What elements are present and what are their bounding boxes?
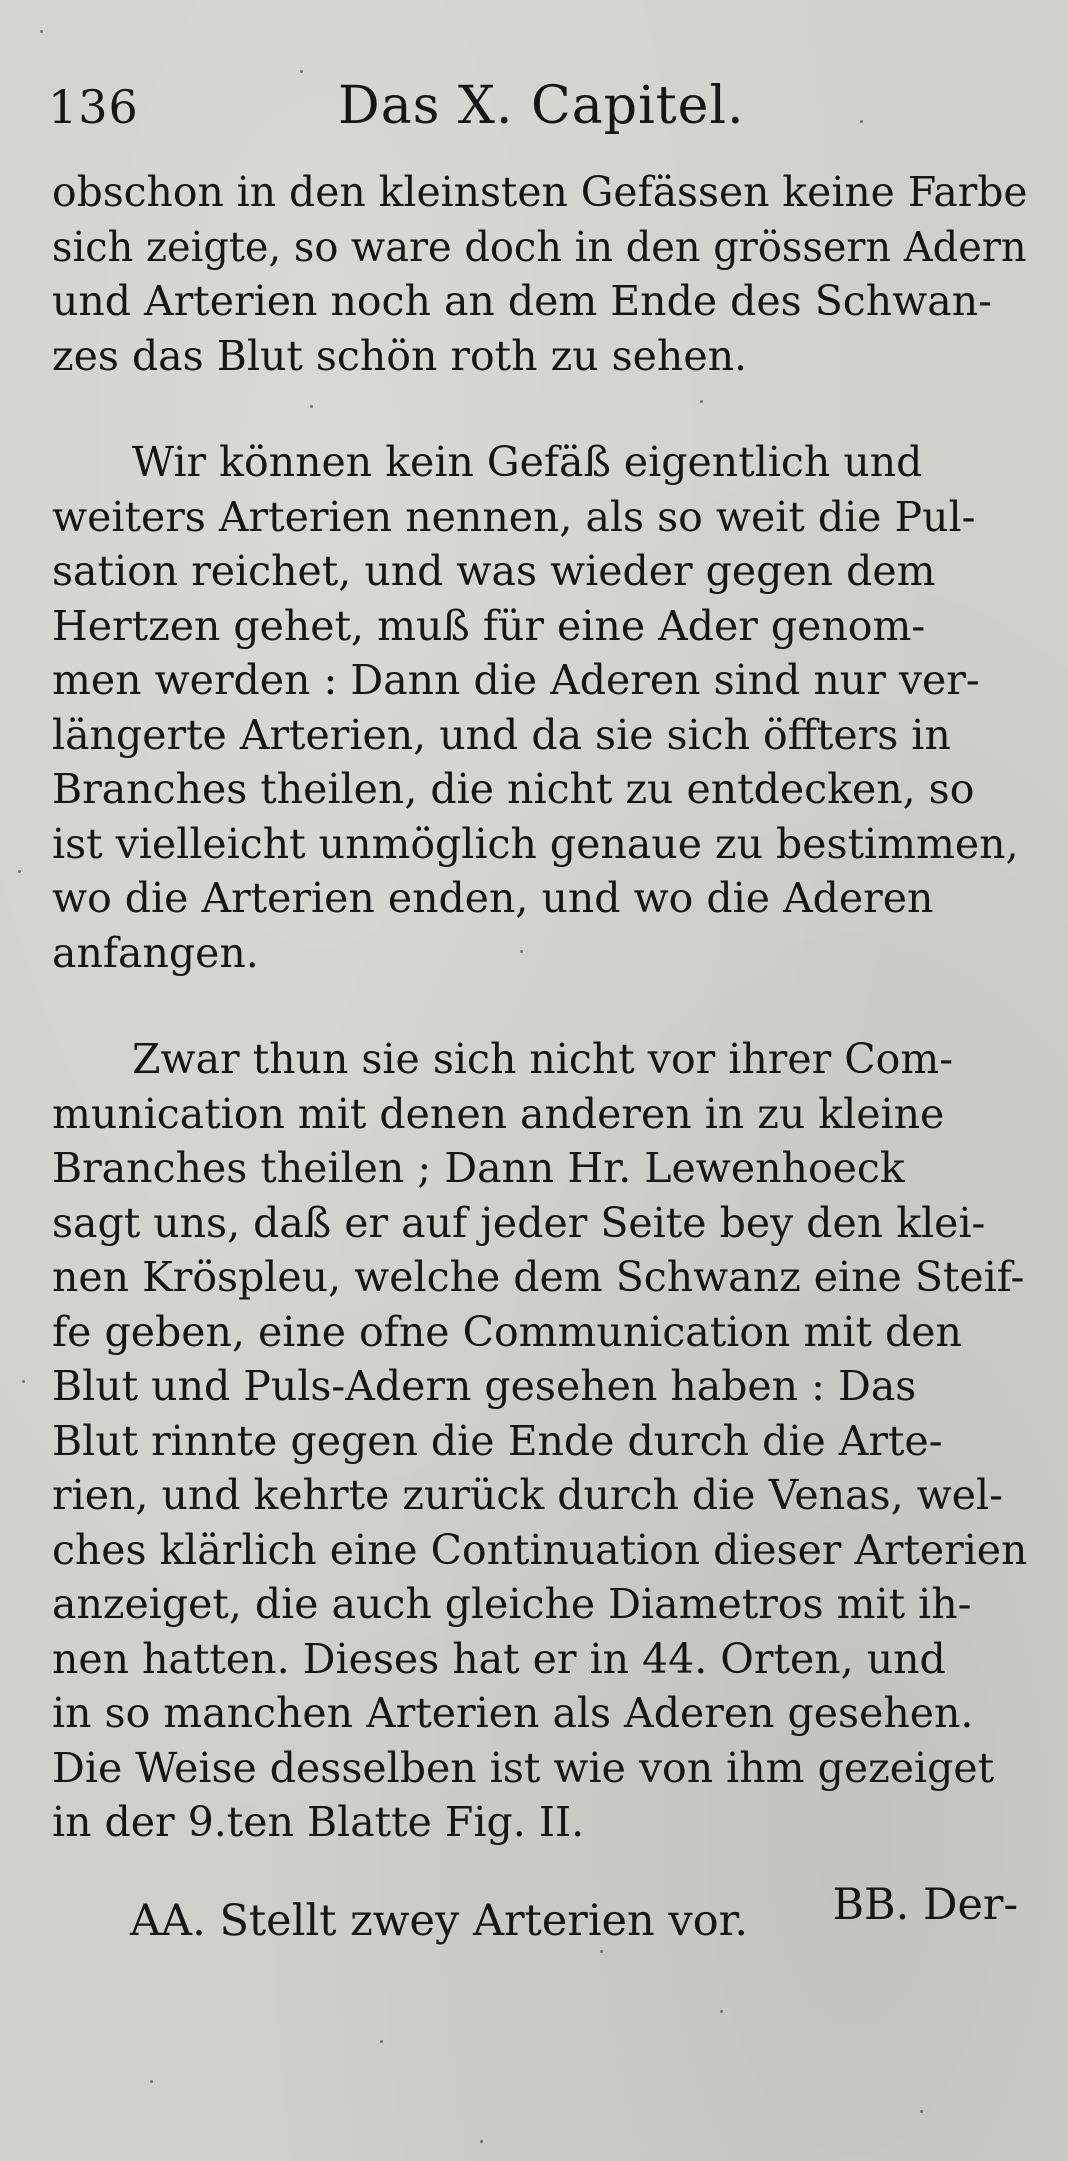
catchword: BB. Der-: [832, 1880, 1018, 1930]
print-speck: [600, 1950, 603, 1953]
text-line: weiters Arterien nennen, als so weit die Pul-: [52, 492, 976, 541]
paragraph-gap: [52, 980, 1022, 1032]
text-line: men werden : Dann die Aderen sind nur ver-: [52, 656, 980, 704]
print-speck: [520, 950, 523, 953]
text-line: anfangen.: [52, 928, 259, 977]
text-line: munication mit denen anderen in zu kleine: [52, 1089, 945, 1138]
running-head: Das X. Capitel.: [338, 76, 745, 136]
text-line: Branches theilen, die nicht zu entdecken, so: [52, 765, 975, 813]
text-line: Blut und Puls-Adern gesehen haben : Das: [52, 1362, 917, 1410]
text-line: sation reichet, und was wieder gegen dem: [52, 547, 936, 595]
print-speck: [700, 400, 703, 403]
text-line: in so manchen Arterien als Aderen gesehen.: [52, 1689, 974, 1737]
text-line: Branches theilen ; Dann Hr. Lewenhoeck: [52, 1144, 905, 1192]
text-line: Blut rinnte gegen die Ende durch die Arte-: [52, 1416, 943, 1465]
text-line: fe geben, eine ofne Communication mit den: [52, 1307, 962, 1356]
print-speck: [380, 2040, 383, 2043]
text-line: wo die Arterien enden, und wo die Aderen: [52, 874, 934, 922]
print-speck: [480, 2140, 483, 2143]
text-line: Die Weise desselben ist wie von ihm gezeiget: [52, 1743, 995, 1792]
paragraph-gap: [52, 383, 1022, 435]
text-line: rien, und kehrte zurück durch die Venas, wel-: [52, 1471, 1003, 1519]
print-speck: [300, 70, 303, 73]
body-text: [52, 165, 1028, 1948]
page-header: [48, 72, 1028, 152]
text-line: und Arterien noch an dem Ende des Schwan-: [52, 277, 992, 325]
text-line: ches klärlich eine Continuation dieser Arterien: [52, 1525, 1028, 1574]
text-line: obschon in den kleinsten Gefässen keine Farbe: [52, 168, 1028, 216]
text-line: nen hatten. Dieses hat er in 44. Orten, und: [52, 1634, 946, 1683]
text-line: sich zeigte, so ware doch in den grössern Adern: [52, 222, 1027, 271]
print-speck: [40, 30, 43, 33]
text-line: Hertzen gehet, muß für eine Ader genom-: [52, 601, 926, 650]
paragraph-2: [52, 435, 1022, 980]
page-number: 136: [48, 80, 139, 134]
figure-legend: AA. Stellt zwey Arterien vor.: [130, 1895, 749, 1946]
text-line: längerte Arterien, und da sie sich öffters in: [52, 710, 951, 759]
print-speck: [22, 1380, 25, 1383]
print-speck: [720, 2010, 723, 2013]
text-line: in der 9.ten Blatte Fig. II.: [52, 1798, 585, 1846]
print-speck: [860, 120, 863, 123]
print-speck: [310, 405, 313, 408]
text-line: ist vielleicht unmöglich genaue zu bestimmen,: [52, 819, 1019, 868]
text-line: Wir können kein Gefäß eigentlich und: [132, 438, 923, 486]
print-speck: [920, 2110, 923, 2113]
text-line: zes das Blut schön roth zu sehen.: [52, 331, 748, 380]
text-line: Zwar thun sie sich nicht vor ihrer Com-: [132, 1035, 954, 1083]
text-line: nen Kröspleu, welche dem Schwanz eine Steif-: [52, 1253, 1025, 1301]
print-speck: [150, 2080, 153, 2083]
print-speck: [18, 870, 21, 873]
paragraph-3: [52, 1032, 1028, 1850]
text-line: anzeiget, die auch gleiche Diametros mit ih-: [52, 1580, 972, 1628]
text-line: sagt uns, daß er auf jeder Seite bey den klei-: [52, 1198, 986, 1247]
paragraph-1: [52, 165, 1028, 383]
